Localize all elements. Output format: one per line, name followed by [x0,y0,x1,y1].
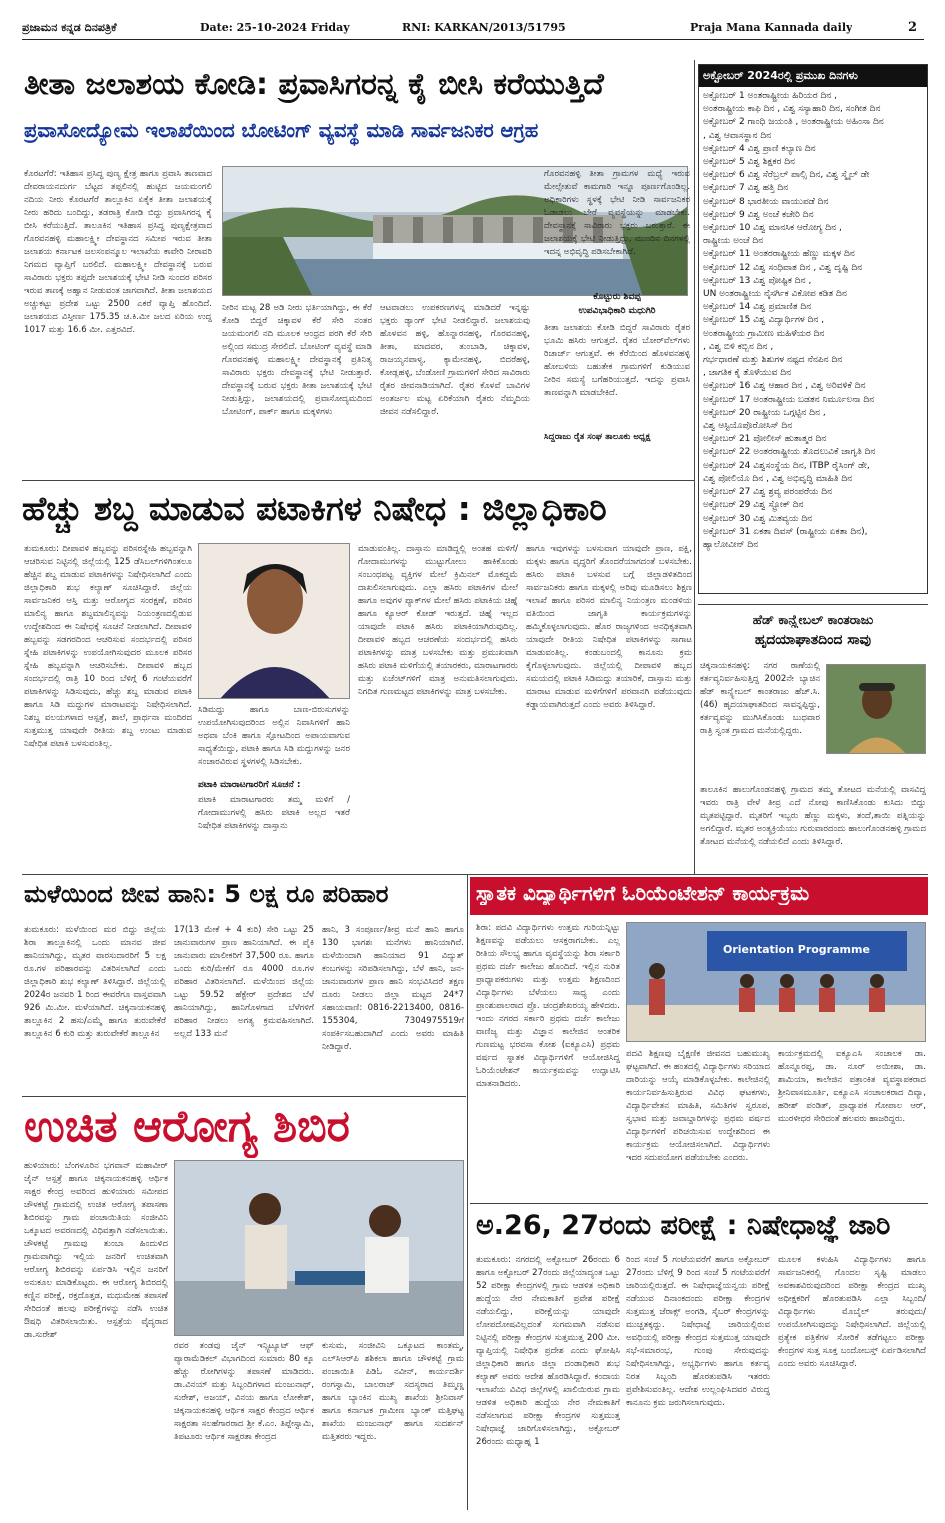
calendar-item: ಅಕ್ಟೋಬರ್ 17 ಅಂತರಾಷ್ಟ್ರೀಯ ಬಡತನ ನಿರ್ಮೂಲನಾ ದಿನ [703,394,875,405]
exam-headline: ಅ.26, 27ರಂದು ಪರೀಕ್ಷೆ : ನಿಷೇಧಾಜ್ಞೆ ಜಾರಿ [476,1210,891,1241]
calendar-item: ಅಕ್ಟೋಬರ್ 13 ವಿಶ್ವ ಪೋಷ್ಟಿಕ ದಿನ , [703,275,812,286]
calendar-title: ಅಕ್ಟೋಬರ್ 2024ರಲ್ಲಿ ಪ್ರಮುಖ ದಿನಗಳು [699,65,927,87]
crackers-column-4: ಹಾಗೂ ಇವುಗಳನ್ನು ಬಳಸುವಾಗ ಯಾವುದೇ ಪ್ರಾಣ, ಪಕ್ಷಿ, ಮಕ್ಕಳು ಹಾಗೂ ವೃದ್ಧರಿಗೆ ತೊಂದರೆಯಾಗದಂತೆ ಬಳಸಬೇಕು. ಹಸಿರು ಪಟಾಕಿ ಬಳಸುವ ಬಗ್ಗೆ ಜಿಲ್ಲಾಡಳಿತದಿಂದ ಸಾರ್ವಜನಿಕರು ಹಾಗೂ ಮಕ್ಕಳಲ್ಲಿ ಅರಿವು ಮೂಡಿಸಲು ಶಿಕ್ಷಣ ಇಲಾಖೆ ಹಾಗೂ ಪರಿಸರ ಮಾಲಿನ್ಯ ನಿಯಂತ್ರಣ ಮಂಡಳಿಯ ವತಿಯಿಂದ ಜಾಗೃತಿ ಕಾರ್ಯಕ್ರಮಗಳನ್ನು ಹಮ್ಮಿಕೊಳ್ಳಲಾಗುವುದು. ಹೊರ ರಾಜ್ಯಗಳಿಂದ ಅನಧಿಕೃತವಾಗಿ ಯಾವುದೇ ರೀತಿಯ ನಿಷೇಧಿತ ಪಟಾಕಿಗಳನ್ನು ಸಾಗಾಟ ಮಾಡುವಂತಿಲ್ಲ. ಕಂಡುಬಂದಲ್ಲಿ ಕಾನೂನು ಕ್ರಮ ಕೈಗೊಳ್ಳಲಾಗುವುದು. ಜಿಲ್ಲೆಯಲ್ಲಿ ದೀಪಾವಳಿ ಹಬ್ಬದ ಸಮಯದಲ್ಲಿ ಪಟಾಕಿ ಸಿಡಿಮದ್ದು ತಯಾರಿಕೆ, ದಾಸ್ತಾನು ಮತ್ತು ಮಾರಾಟ ಮಾಡುವ ಮಳಿಗೆಗಳಿಗೆ ಪರವಾನಗಿ ಪಡೆಯುವುದು ಕಡ್ಡಾಯವಾಗಿರುತ್ತದೆ ಎಂದು ಅವರು ತಿಳಿಸಿದ್ದಾರೆ. [526,544,692,710]
calendar-item: UN ಅಂತರಾಷ್ಟ್ರೀಯ ನೈಸರ್ಗಿಕ ವಿಕೋಪ ಕಡಿತ ದಿನ [703,289,847,300]
issue-date: Date: 25-10-2024 Friday [200,21,350,34]
calendar-item: ಅಂತರಾಷ್ಟ್ರೀಯ ಗ್ರಾಮೀಣ ಮಹಿಳೆಯರ ದಿನ [703,328,825,339]
calendar-item: ಅಂತರಾಷ್ಟ್ರೀಯ ಕಾಫಿ ದಿನ , ವಿಶ್ವ ಸಸ್ಯಾಹಾರಿ ದಿನ, ಸಂಗೀತ ದಿನ [703,104,881,115]
calendar-item: ಅಕ್ಟೋಬರ್ 10 ವಿಶ್ವ ಮಾನಸಿಕ ಆರೋಗ್ಯ ದಿನ , [703,223,842,234]
constable-portrait [826,664,926,754]
rni-number: RNI: KARKAN/2013/51795 [402,21,566,34]
orientation-column-3: ಕಾರ್ಯಕ್ರಮದಲ್ಲಿ ಐಕ್ಯೂಎಸಿ ಸಂಚಾಲಕ ಡಾ. ಹೊನ್ನೂರಪ್ಪ, ಡಾ. ನೂರ್ ಅಯೀಶಾ, ಡಾ. ಶಾಮಿಯಾ, ಕಾಲೇಜಿನ ಪತ್ರಾಂಕಿತ ವ್ಯವಸ್ಥಾಪಕರಾದ ಶ್ರೀನಿವಾಸಮೂರ್ತಿ, ಐಕ್ಯೂಎಸಿ ಸಂಚಾಲಕರಾದ ದಿವ್ಯಾ, ಹರೀಶ್ ಪಂಡಿತ್, ಪ್ರಾಧ್ಯಾಪಕ ಗೋಪಾಲ ಆರ್, ಮುರಳೀಧರ ಸೇರಿದಂತೆ ಹಲವರು ಹಾಜರಿದ್ದರು. [778,1049,926,1124]
health-headline: ಉಚಿತ ಆರೋಗ್ಯ ಶಿಬಿರ [24,1101,350,1152]
crackers-column-3: ಮಾಡುವಂತಿಲ್ಲ. ದಾಸ್ತಾನು ಮಾಡಿದ್ದಲ್ಲಿ ಅಂತಹ ಮಳಿಗೆ/ಗೋದಾಮುಗಳನ್ನು ಮುಟ್ಟುಗೋಲು ಹಾಕಿಕೊಂಡು ಸಂಬಂಧಪಟ್ಟ ವ್ಯಕ್ತಿಗಳ ಮೇಲೆ ಕ್ರಿಮಿನಲ್ ಮೊಕದ್ದಮೆ ದಾಖಲಿಸಲಾಗುವುದು. ಎಲ್ಲಾ ಹಸಿರು ಪಟಾಕಿಗಳ ಮೇಲೆ ಹಾಗೂ ಅವುಗಳ ಪ್ಯಾಕ್‌ಗಳ ಮೇಲೆ ಹಸಿರು ಪಟಾಕಿಯ ಚಿಹ್ನೆ ಹಾಗೂ ಕ್ಯೂಆರ್ ಕೋಡ್ ಇರುತ್ತದೆ. ಚಿಹ್ನೆ ಇಲ್ಲದ ಯಾವುದೇ ಪಟಾಕಿ ಹಸಿರು ಪಟಾಕಿಯಾಗಿರುವುದಿಲ್ಲ. ದೀಪಾವಳಿ ಹಬ್ಬದ ಆಚರಣೆಯ ಸಂದರ್ಭದಲ್ಲಿ ಹಸಿರು ಪಟಾಕಿಗಳನ್ನು ಮಾತ್ರ ಬಳಸಬೇಕು ಮತ್ತು ಪ್ರಮುಖವಾಗಿ ಹಸಿರು ಪಟಾಕಿ ಮಳಿಗೆಯಲ್ಲಿ ತಯಾರಕರು, ಮಾರಾಟಗಾರರು ಮತ್ತು ಏಜೆಂಟ್‌ಗಳಿಗೆ ಮಾತ್ರ ಅನುಮತಿಸಲಾಗುವುದು. ನಿಗದಿತ ಗುಣಮಟ್ಟದ ಪಟಾಕಿಗಳನ್ನು ಮಾತ್ರ ಬಳಸಬೇಕು. [358,544,518,697]
calendar-item: ಅಕ್ಟೋಬರ್ 8 ಭಾರತೀಯ ವಾಯುಪಡೆ ದಿನ [703,196,829,207]
crackers-headline: ಹೆಚ್ಚು ಶಬ್ದ ಮಾಡುವ ಪಟಾಕಿಗಳ ನಿಷೇಧ : ಜಿಲ್ಲಾಧಿಕಾರಿ [22,489,607,528]
health-column-3: ಕುಸುಮ, ಸಂಜೀವಿನಿ ಒಕ್ಕೂಟದ ಕಾಂತಮ್ಮ, ಎಲ್‌ಸಿಆರ್‌ಪಿ ಶಶಿಕಲಾ ಹಾಗೂ ಚೌಳಕಟ್ಟೆ ಗ್ರಾಮ ಪಂಚಾಯಿತಿ ಪಿಡಿಓ ನವೀನ್, ಕಾರ್ಯದರ್ಶಿ ರಂಗಸ್ವಾಮಿ, ಬಾಲರಾಜ್ ಸದಸ್ಯರಾದ ತಿಮ್ಮಣ್ಣ ಹಾಗೂ ಬ್ಯಾಂಕಿನ ಮುಖ್ಯ ಶಾಖೆಯ ಶ್ರೀನಿವಾಸ್ ಹಾಗೂ ಕರ್ನಾಟಕ ಗ್ರಾಮೀಣ ಬ್ಯಾಂಕ್ ಮತ್ತಿಘಟ್ಟ ಶಾಖೆಯ ಮಂಜುನಾಥ್ ಹಾಗೂ ಸುದರ್ಶನ್ ಮತ್ತಿತರರು ಇದ್ದರು. [322,1341,464,1442]
calendar-item: ಅಕ್ಟೋಬರ್ 5 ವಿಶ್ವ ಶಿಕ್ಷಕರ ದಿನ [703,157,796,168]
calendar-item: ಅಕ್ಟೋಬರ್ 27 ವಿಶ್ವ ಶ್ರವ್ಯ ಪರಂಪರೆಯ ದಿನ [703,487,833,498]
divider [22,1096,466,1097]
calendar-item: , ವಿಶ್ವ ಬಿಳಿ ಕಬ್ಬಿನ ದಿನ , [703,341,774,352]
calendar-item: , ವಿಶ್ವ ಆವಾಸಸ್ಥಾನ ದಿನ [703,130,772,141]
calendar-item: ಅಕ್ಟೋಬರ್ 1 ಅಂತರಾಷ್ಟ್ರೀಯ ಹಿರಿಯರ ದಿನ , [703,91,838,101]
tank-column-4b: ತೀತಾ ಜಲಾಶಯ ಕೋಡಿ ಬಿದ್ದರೆ ಸಾವಿರಾರು ರೈತರ ಭೂಮಿ ಹಸಿರು ಆಗುತ್ತದೆ. ರೈತರ ಬೋರ್‌ವೆಲ್‌ಗಳು ರಿಚಾರ್ಜ್ ಆಗುತ್ತವೆ. ಈ ಕೆರೆಯಿಂದ ಹೊಳವನಹಳ್ಳಿ ಹೋಬಳಿಯ ಬಹುತೇಕ ಗ್ರಾಮಗಳಿಗೆ ಕುಡಿಯುವ ನೀರಿನ ಸಮಸ್ಯೆ ಬಗೆಹರಿಯುತ್ತದೆ. ಇದನ್ನು ಪ್ರವಾಸಿ ತಾಣವನ್ನಾಗಿ ಮಾಡಬೇಕಿದೆ. [544,323,690,398]
orientation-column-1: ಶಿರಾ: ಪದವಿ ವಿದ್ಯಾರ್ಥಿಗಳು ಉತ್ತಮ ಗುರಿಯನ್ನಿಟ್ಟು ಶಿಕ್ಷಣವನ್ನು ಪಡೆಯಲು ಆಸಕ್ತರಾಗಬೇಕು. ಎಲ್ಲ ರೀತಿಯ ಸೌಲಭ್ಯ ಹಾಗೂ ವ್ಯವಸ್ಥೆಯನ್ನು ಶಿರಾ ಸರ್ಕಾರಿ ಪ್ರಥಮ ದರ್ಜೆ ಕಾಲೇಜು ಹೊಂದಿದೆ. ಇಲ್ಲಿನ ನುರಿತ ಪ್ರಾಧ್ಯಾಪಕರುಗಳು ಮತ್ತು ಉತ್ತಮ ಶಿಕ್ಷಣದಿಂದ ವಿದ್ಯಾರ್ಥಿಗಳು ಬೆಳೆಯಲು ಸಾಧ್ಯ ಎಂದು ಪ್ರಾಂಶುಪಾಲರಾದ ಪ್ರೊ. ಚಂದ್ರಶೇಖರಯ್ಯ ಹೇಳಿದರು. ಇಂದು ನಗರದ ಸರ್ಕಾರಿ ಪ್ರಥಮ ದರ್ಜೆ ಕಾಲೇಜು ವಾಣಿಜ್ಯ ಮತ್ತು ವಿಜ್ಞಾನ ಕಾಲೇಜಿನ ಆಂತರಿಕ ಗುಣಮಟ್ಟ ಭರವಸಾ ಕೋಶ (ಐಕ್ಯೂಎಸಿ) ಪ್ರಥಮ ವರ್ಷದ ಸ್ನಾತಕ ವಿದ್ಯಾರ್ಥಿಗಳಿಗೆ ಆಯೋಜಿಸಿದ್ದ ಓರಿಯೆಂಟೇಶನ್ ಕಾರ್ಯಕ್ರಮವನ್ನು ಉದ್ಘಾಟಿಸಿ ಮಾತನಾಡಿದರು. [476,923,620,1089]
masthead-brand: ಪ್ರಜಾಮನ ಕನ್ನಡ ದಿನಪತ್ರಿಕೆ [22,21,117,34]
calendar-item: ಅಕ್ಟೋಬರ್ 9 ವಿಶ್ವ ಅಂಚೆ ಕಚೇರಿ ದಿನ [703,209,814,220]
calendar-item: ಅಕ್ಟೋಬರ್ 14 ವಿಶ್ವ ಪ್ರಮಾಣಿತ ದಿನ [703,302,812,313]
divider [467,874,468,1510]
health-column-2: ರವರ ತಂಡವು ಜೈನ್ ಇನ್ಸ್ಟಿಟ್ಯೂಟ್ ಆಫ್ ಪ್ಯಾರಾಮೆಡಿಕಲ್ ವಿಭಾಗದಿಂದ ಸುಮಾರು 80 ಕ್ಕೂ ಹೆಚ್ಚು ರೋಗಿಗಳನ್ನು ತಪಾಸಣೆ ಮಾಡಿದರು. ಡಾ.ವಿನಯ್ ಮತ್ತು ಸಿಬ್ಬಂದಿಗಳಾದ ಮಂಜುನಾಥ್, ಸುರೇಶ್, ಅಜಯ್, ವಿನಯ ಹಾಗೂ ಲೋಕೇಶ್, ಚಿಕ್ಕನಾಯಕನಹಳ್ಳಿ ಆರ್ಥಿಕ ಸಾಕ್ಷರ ಕೇಂದ್ರದ ಆರ್ಥಿಕ ಸಾಕ್ಷರತಾ ಸಲಹೆಗಾರರಾದ ಶ್ರೀ ಕೆ.ಎಂ. ತಿಪ್ಪೇಸ್ವಾಮಿ, ತಿಪಟೂರು ಆರ್ಥಿಕ ಸಾಕ್ಷರತಾ ಕೇಂದ್ರದ [174,1341,314,1442]
divider [470,1203,928,1204]
tank-column-3: ಆಟವಾಡಲು ಉಪಕರಣಗಳನ್ನ ಮಾಡಿದರೆ ಇನ್ನಷ್ಟು ಭಕ್ತರು ಡ್ಯಾಂಗ್ ಭೇಟಿ ನೀಡಲಿದ್ದಾರೆ. ಜಲಾಶಯವು ಹೊಳವನ ಹಳ್ಳಿ, ಹೊನ್ನಾರನಹಳ್ಳಿ, ಗೊರವನಹಳ್ಳಿ, ತೀತಾ, ಮಾದವರ, ತುಂಬಾಡಿ, ಚಿಕ್ಕಾವಳ, ರಾಜಯ್ಯನಪಾಳ್ಯ, ಕ್ಯಾಮೇನಹಳ್ಳಿ, ಬಿದರೆಹಳ್ಳಿ, ಕೋಡ್ಲಹಳ್ಳಿ, ಬೆಂಡೋಣಿ ಗ್ರಾಮಗಳಿಗೆ ಸೇರಿದ ಸಾವಿರಾರು ರೈತರ ಜೀವನಾಡಿಯಾಗಿದೆ. ರೈತರ ಕೊಳವೆ ಬಾವಿಗಳ ಅಂತರ್ಜಲ ಮಟ್ಟ ಏರಿಕೆಯಾಗಿ ರೈತರು ನೆಮ್ಮದಿಯ ಜೀವನ ನಡೆಸಲಿದ್ದಾರೆ. [380,303,530,417]
health-camp-photo [174,1160,464,1336]
rain-column-2: 17(13 ಮೇಕೆ + 4 ಕುರಿ) ಸೇರಿ ಒಟ್ಟು 25 ಜಾನುವಾರುಗಳ ಪ್ರಾಣ ಹಾನಿಯಾಗಿದೆ. ಈ ಪೈಕಿ ಜಾನುವಾರು ಮಾಲೀಕರಿಗೆ 37,500 ರೂ. ಹಾಗೂ ಒಂದು ಕುರಿ/ಮೇಕೆಗೆ ರೂ 4000 ರೂ.ಗಳ ಪರಿಹಾರ ವಿತರಿಸಲಾಗಿದೆ. ಮಳೆಯಿಂದ ಜಿಲ್ಲೆಯ ಒಟ್ಟು 59.52 ಹೆಕ್ಟೇರ್ ಪ್ರದೇಶದ ಬೆಳೆ ಹಾನಿಯಾಗಿದ್ದು, ಹಾನಿಗೊಳಗಾದ ಬೆಳೆಗಳಿಗೆ ಪರಿಹಾರ ನೀಡಲು ಅಗತ್ಯ ಕ್ರಮವಹಿಸಲಾಗಿದೆ. ಅಲ್ಲದೆ 133 ಮನೆ [174,925,314,1039]
calendar-item: ಅಕ್ಟೋಬರ್ 12 ವಿಶ್ವ ಸಂಧಿವಾತ ದಿನ , ವಿಶ್ವ ದೃಷ್ಟಿ ದಿನ [703,262,863,273]
orientation-banner-text: Orientation Programme [723,943,870,956]
calendar-item: ವಿಶ್ವ ಪೋಲಿಯೊ ದಿನ , ವಿಶ್ವ ಅಭಿವೃದ್ಧಿ ಮಾಹಿತಿ ದಿನ [703,473,853,484]
page-number: 2 [908,20,918,35]
calendar-item: ಅಕ್ಟೋಬರ್ 31 ಏಕತಾ ದಿವಸ್ (ರಾಷ್ಟ್ರೀಯ ಏಕತಾ ದಿನ), [703,526,868,537]
calendar-item: ಅಕ್ಟೋಬರ್ 4 ವಿಶ್ವ ಪ್ರಾಣಿ ಕಲ್ಯಾಣ ದಿನ [703,143,816,154]
collector-photo [198,543,350,699]
calendar-item: ಗರ್ಭಧಾರಣೆ ಮತ್ತು ಶಿಶುಗಳ ನಷ್ಟದ ನೆನಪಿನ ದಿನ [703,355,843,366]
crackers-subhead: ಪಟಾಕಿ ಮಾರಾಟಗಾರರಿಗೆ ಸೂಚನೆ : [198,780,301,790]
collector-image [199,544,350,699]
tank-subheadline: ಪ್ರವಾಸೋದ್ಯೋಮ ಇಲಾಖೆಯಿಂದ ಬೋಟಿಂಗ್ ವ್ಯವಸ್ಥೆ ಮಾಡಿ ಸಾರ್ವಜನಿಕರ ಆಗ್ರಹ [24,119,539,142]
divider [694,60,695,874]
tank-column-4-text: ಗೊರವನಹಳ್ಳಿ ತೀತಾ ಗ್ರಾಮಗಳ ಮಧ್ಯೆ ಇರುವ ಮೇಲ್ಸೇತುವೆ ಕಾಮಗಾರಿ ಇನ್ನೂ ಪೂರ್ಣಗೊಂಡಿಲ್ಲ. ಅಧಿಕಾರಿಗಳು ಸ್ಥಳಕ್ಕೆ ಭೇಟಿ ನೀಡಿ ಸಾರ್ವಜನಿಕರ ಓಡಾಡಲು ಬೇರೆ ವ್ಯವಸ್ಥೆಯನ್ನು ಮಾಡಬೇಕು. ದೇವಸ್ಥಾನಕ್ಕೆ ಸಾವಿರಾರು ಭಕ್ತರು ಬರುತ್ತಾರೆ. ಈ ಜಲಾಶಯಕ್ಕೆ ಭೇಟಿ ನೀಡುತ್ತಿದ್ದು, ಮುಂದಿನ ದಿನಗಳಲ್ಲಿ ಇದನ್ನ ಅಭಿವೃದ್ಧಿ ಪಡಿಸಬೇಕಾಗಿದೆ. [544,169,690,257]
exam-column-2: ರಿಂದ ಸಂಜೆ 5 ಗಂಟೆಯವರೆಗೆ ಹಾಗೂ ಅಕ್ಟೋಬರ್ 27ರಂದು ಬೆಳಿಗ್ಗೆ 9 ರಿಂದ ಸಂಜೆ 5 ಗಂಟೆಯವರೆಗೆ ಜಾರಿಯಲ್ಲಿರುತ್ತದೆ. ಈ ನಿಷೇಧಾಜ್ಞೆಯನ್ವಯ ಪರೀಕ್ಷೆ ನಡೆಯುವ ದಿನಾಂಕದಂದು ಪರೀಕ್ಷಾ ಕೇಂದ್ರಗಳ ಸುತ್ತಮುತ್ತ ಜೆರಾಕ್ಸ್ ಅಂಗಡಿ, ಸೈಬರ್ ಕೇಂದ್ರಗಳನ್ನು ಮುಚ್ಚತಕ್ಕದ್ದು. ನಿಷೇಧಾಜ್ಞೆ ಜಾರಿಯಲ್ಲಿರುವ ಅವಧಿಯಲ್ಲಿ ಪರೀಕ್ಷಾ ಕೇಂದ್ರದ ಸುತ್ತಮುತ್ತ ಯಾವುದೇ ಸಭೆ-ಸಮಾರಂಭ, ಗುಂಪು ಸೇರುವುದನ್ನು ನಿಷೇಧಿಸಲಾಗಿದ್ದು, ಅಭ್ಯರ್ಥಿಗಳು ಹಾಗೂ ಕರ್ತವ್ಯ ನಿರತ ಸಿಬ್ಬಂದಿ ಹೊರತುಪಡಿಸಿ ಇತರರು ಪ್ರವೇಶಿಸುವಂತಿಲ್ಲ. ಆದೇಶ ಉಲ್ಲಂಘಿಸಿದವರ ವಿರುದ್ಧ ಕಾನೂನು ಕ್ರಮ ಜರುಗಿಸಲಾಗುವುದು. [626,1255,770,1408]
orientation-image [627,923,926,1042]
exam-column-1: ತುಮಕೂರು: ನಗರದಲ್ಲಿ ಅಕ್ಟೋಬರ್ 26ರಂದು 6 ಹಾಗೂ ಅಕ್ಟೋಬರ್ 27ರಂದು ಜಿಲ್ಲೆಯಾದ್ಯಂತ ಒಟ್ಟು 52 ಪರೀಕ್ಷಾ ಕೇಂದ್ರಗಳಲ್ಲಿ ಗ್ರಾಮ ಆಡಳಿತ ಅಧಿಕಾರಿ ಹುದ್ದೆಯ ನೇರ ನೇಮಕಾತಿಗೆ ಪ್ರವೇಶ ಪರೀಕ್ಷೆ ನಡೆಯಲಿದ್ದು, ಪರೀಕ್ಷೆಯನ್ನು ಯಾವುದೇ ಲೋಪದೋಷವಿಲ್ಲದಂತೆ ಸುಗಮವಾಗಿ ನಡೆಸುವ ನಿಟ್ಟಿನಲ್ಲಿ ಪರೀಕ್ಷಾ ಕೇಂದ್ರಗಳ ಸುತ್ತಮುತ್ತ 200 ಮೀ. ವ್ಯಾಪ್ತಿಯಲ್ಲಿ ನಿಷೇಧಿತ ಪ್ರದೇಶ ಎಂದು ಘೋಷಿಸಿ ಜಿಲ್ಲಾಧಿಕಾರಿ ಹಾಗೂ ಜಿಲ್ಲಾ ದಂಡಾಧಿಕಾರಿ ಶುಭ ಕಲ್ಯಾಣ್ ಅವರು ಆದೇಶ ಹೊರಡಿಸಿದ್ದಾರೆ. ಕಂದಾಯ ಇಲಾಖೆಯ ವಿವಿಧ ಜಿಲ್ಲೆಗಳಲ್ಲಿ ಖಾಲಿಯಿರುವ ಗ್ರಾಮ ಆಡಳಿತ ಅಧಿಕಾರಿ ಹುದ್ದೆಯ ನೇರ ನೇಮಕಾತಿಗೆ ನಡೆಸಲಾಗುವ ಪರೀಕ್ಷಾ ಕೇಂದ್ರಗಳ ಸುತ್ತಮುತ್ತ ನಿಷೇಧಾಜ್ಞೆ ಜಾರಿಗೊಳಿಸಲಾಗಿದ್ದು, ಅಕ್ಟೋಬರ್ 26ರಂದು ಮಧ್ಯಾಹ್ನ 1 [476,1255,620,1447]
constable-portrait-image [827,665,926,754]
crackers-column-2b: ಪಟಾಕಿ ಮಾರಾಟಗಾರರು ತಮ್ಮ ಮಳಿಗೆ / ಗೋದಾಮುಗಳಲ್ಲಿ ಹಸಿರು ಪಟಾಕಿ ಅಲ್ಲದ ಇತರೆ ನಿಷೇಧಿತ ಪಟಾಕಿಗಳನ್ನು ದಾಸ್ತಾನು [198,795,350,831]
rain-headline: ಮಳೆಯಿಂದ ಜೀವ ಹಾನಿ: 5 ಲಕ್ಷ ರೂ ಪರಿಹಾರ [24,880,389,908]
calendar-item: ಅಕ್ಟೋಬರ್ 24 ವಿಶ್ವಸಂಸ್ಥೆಯ ದಿನ, ITBP ರೈಸಿಂಗ್ ಡೇ, [703,460,870,471]
tank-column-1: ಕೊರಟಗೆರೆ: ಇತಿಹಾಸ ಪ್ರಸಿದ್ಧ ಪುಣ್ಯ ಕ್ಷೇತ್ರ ಹಾಗೂ ಪ್ರವಾಸಿ ತಾಣವಾದ ದೇವರಾಯನದುರ್ಗ ಬೆಟ್ಟದ ತಪ್ಪಲಿನಲ್ಲಿ ಹುಟ್ಟಿದ ಜಯಮಂಗಲಿ ನದಿಯ ನೀರು ಕೊರಟಗೆರೆ ತಾಲ್ಲೂಕಿನ ಏಕೈಕ ತೀತಾ ಜಲಾಶಯಕ್ಕೆ ನೀರು ಹರಿದು ಬಂದಿದ್ದು, ತಡರಾತ್ರಿ ಕೋಡಿ ಬಿದ್ದು ಪ್ರವಾಸಿಗರನ್ನ ಕೈ ಬೀಸಿ ಕರೆಯುತ್ತಿದೆ. ತಾಲೂಕಿನ ಇತಿಹಾಸ ಪ್ರಸಿದ್ಧ ಪುಣ್ಯಕ್ಷೇತ್ರವಾದ ಗೊರವನಹಳ್ಳಿ ಮಹಾಲಕ್ಷ್ಮೀ ದೇವಸ್ಥಾನದ ಸಮೀಪ ಇರುವ ತೀತಾ ಜಲಾಶಯ ಕರ್ನಾಟಕ ಜಲಸಂಪನ್ಮೂಲ ಇಲಾಖೆಯ ಕಾವೇರಿ ನೀರಾವರಿ ನಿಗಮದ ವ್ಯಾಪ್ತಿಗೆ ಬರಲಿದೆ. ಮಹಾಲಕ್ಷ್ಮೀ ದೇವಸ್ಥಾನಕ್ಕೆ ಬರುವ ಸಾವಿರಾರು ಭಕ್ತರು ತಪ್ಪದೇ ಜಲಾಶಯಕ್ಕೆ ಭೇಟಿ ನೀಡಿ ಸುಂದರ ಪರಿಸರ ಇರುವ ತಾಣಕ್ಕೆ ಅಹ್ವಾನ ನೀಡುವಂತ ಜಾಗವಾಗಿದೆ. ತೀತಾ ಜಲಾಶಯದ ಅಚ್ಚುಕಟ್ಟು ಪ್ರದೇಶ ಒಟ್ಟು 2500 ಎಕರೆ ವ್ಯಾಪ್ತಿ ಹೊಂದಿದೆ. ಜಲಾಶಯದ ವಿಸ್ತೀರ್ಣ 175.35 ಚ.ಕಿ.ಮೀ ಜಲದ ಏರಿಯ ಉದ್ದ 1017 ಮತ್ತು 16.6 ಮೀ. ಎತ್ತರವಿದೆ. [24,169,212,335]
divider [22,874,928,875]
tank-headline: ತೀತಾ ಜಲಾಶಯ ಕೋಡಿ: ಪ್ರವಾಸಿಗರನ್ನ ಕೈ ಬೀಸಿ ಕರೆಯುತ್ತಿದೆ [24,67,604,102]
constable-headline-2: ಹೃದಯಾಘಾತದಿಂದ ಸಾವು [754,632,872,648]
calendar-list [699,87,927,555]
calendar-item: ಅಕ್ಟೋಬರ್ 11 ಅಂತರರಾಷ್ಟ್ರೀಯ ಹೆಣ್ಣು ಮಕ್ಕಳ ದಿನ [703,249,855,260]
crackers-column-2: ಸಿಡಿಮದ್ದು ಹಾಗೂ ಬಾಣ-ಬಿರುಸುಗಳನ್ನು ಉಪಯೋಗಿಸುವುದರಿಂದ ಅಲ್ಲಿನ ನಿವಾಸಿಗಳಿಗೆ ಹಾನಿ ಅಥವಾ ಬೆಂಕಿ ಹಾಗೂ ಸ್ಫೋಟದಿಂದ ಅಪಾಯವಾಗುವ ಸಾಧ್ಯತೆಯಿದ್ದು, ಪಟಾಕಿ ಹಾಗೂ ಸಿಡಿ ಮದ್ದುಗಳನ್ನು ಜನರ ಸಂಚಾರವಿರುವ ಸ್ಥಳಗಳಲ್ಲಿ ಸಿಡಿಸಬೇಕು. [198,705,350,767]
calendar-item: ಅಕ್ಟೋಬರ್ 29 ವಿಶ್ವ ಸ್ಟ್ರೋಕ್ ದಿನ [703,500,804,511]
calendar-item: ಅಕ್ಟೋಬರ್ 15 ವಿಶ್ವ ವಿದ್ಯಾರ್ಥಿಗಳ ದಿನ , [703,315,825,326]
orientation-photo [626,922,926,1042]
constable-headline-1: ಹೆಡ್ ಕಾನ್ಸ್ಟೇಬಲ್ ಕಾಂತರಾಜು [752,612,874,627]
tank-quote-by: ಕೊಟ್ಟುರು ಶಿವಪ್ಪ [593,292,641,302]
calendar-item: ಹ್ಯಾಲೋವೀನ್ ದಿನ [703,539,759,550]
masthead-strip [22,18,924,40]
health-column-1: ಹುಳಿಯಾರು: ಬೆಂಗಳೂರಿನ ಭಗವಾನ್ ಮಹಾವೀರ್ ಜೈನ್ ಆಸ್ಪತ್ರೆ ಹಾಗೂ ಚಿಕ್ಕನಾಯಕನಹಳ್ಳಿ ಆರ್ಥಿಕ ಸಾಕ್ಷರ ಕೇಂದ್ರ ಅವರಿಂದ ಹುಳಿಯಾರು ಸಮೀಪದ ಚೌಳಕಟ್ಟೆ ಗ್ರಾಮದಲ್ಲಿ ಉಚಿತ ಆರೋಗ್ಯ ತಪಾಸಣಾ ಶಿಬಿರವನ್ನು ಗ್ರಾಮ ಪಂಚಾಯಿತಿಯ ಸಂಜೀವಿನಿ ಒಕ್ಕೂಟದ ಅವರಣದಲ್ಲಿ ವಿಧಿವತ್ತಾಗಿ ನಡೆಸಲಾಯಿತು. ಚೌಳಕಟ್ಟೆ ಗ್ರಾಮವು ತುಂಬಾ ಹಿಂದುಳಿದ ಗ್ರಾಮವಾಗಿದ್ದು ಇಲ್ಲಿಯ ಜನರಿಗೆ ಉಚಿತವಾಗಿ ಆರೋಗ್ಯ ಶಿಬಿರವನ್ನು ಏರ್ಪಡಿಸಿ ಇಲ್ಲಿನ ಜನರಿಗೆ ಅನುಕೂಲ ಮಾಡಿಕೊಟ್ಟರು. ಈ ಆರೋಗ್ಯ ಶಿಬಿರದಲ್ಲಿ ಕಣ್ಣಿನ ಪರೀಕ್ಷೆ, ರಕ್ತದೊತ್ತಡ, ಮಧುಮೇಹ ತಪಾಸಣೆ ಸೇರಿದಂತೆ ಹಲವು ಪರೀಕ್ಷೆಗಳನ್ನು ನಡೆಸಿ ಉಚಿತ ಔಷಧಿ ವಿತರಿಸಲಾಯಿತು. ಆಸ್ಪತ್ರೆಯ ವೈದ್ಯರಾದ ಡಾ.ಸುರೇಶ್ [24,1161,168,1340]
constable-text-1: ಚಿಕ್ಕನಾಯಕನಹಳ್ಳಿ: ನಗರ ಠಾಣೆಯಲ್ಲಿ ಕರ್ತವ್ಯನಿರ್ವಹಿಸುತ್ತಿದ್ದ 2002ನೇ ಬ್ಯಾಚಿನ ಹೆಡ್ ಕಾನ್ಸ್ಟೇಬಲ್ ಕಾಂತರಾಜು ಹೆಚ್.ಸಿ. (46) ಹೃದಯಾಘಾತದಿಂದ ಸಾವನ್ನಪ್ಪಿದ್ದು, ಕರ್ತವ್ಯವನ್ನು ಮುಗಿಸಿಕೊಂಡು ಬುಧವಾರ ರಾತ್ರಿ ಸ್ವಂತ ಗ್ರಾಮದ ಮನೆಯಲ್ಲಿದ್ದರು. [700,661,820,736]
calendar-box [698,64,928,594]
calendar-item: ರಾಷ್ಟ್ರೀಯ ಅಂಚೆ ದಿನ [703,236,764,247]
paper-name: Praja Mana Kannada daily [690,21,853,34]
calendar-item: ಅಕ್ಟೋಬರ್ 7 ವಿಶ್ವ ಹತ್ತಿ ದಿನ [703,183,789,194]
orientation-column-2: ಪದವಿ ಶಿಕ್ಷಣವು ಬೈಕ್ಷಣಿಕ ಜೀವನದ ಬಹುಮುಖ್ಯ ಘಟ್ಟವಾಗಿದೆ. ಈ ಹಂತದಲ್ಲಿ ವಿದ್ಯಾರ್ಥಿಗಳು ಸರಿಯಾದ ದಾರಿಯನ್ನು ಆಯ್ಕೆ ಮಾಡಿಕೊಳ್ಳಬೇಕು. ಕಾಲೇಜಿನಲ್ಲಿ ಕಾರ್ಯನಿರ್ವಹಿಸುತ್ತಿರುವ ವಿವಿಧ ಘಟಕಗಳು, ವಿದ್ಯಾರ್ಥಿವೇತನ ಮಾಹಿತಿ, ಸಮಿತಿಗಳ ಸ್ವರೂಪ, ಸ್ವಭಾವ ಮತ್ತು ಜವಾಬ್ದಾರಿಗಳನ್ನು ಪ್ರಥಮ ವರ್ಷದ ವಿದ್ಯಾರ್ಥಿಗಳಿಗೆ ಪರಿಚಯಿಸುವ ಉದ್ದೇಶದಿಂದ ಈ ಕಾರ್ಯಕ್ರಮ ಆಯೋಜಿಸಲಾಗಿದೆ. ವಿದ್ಯಾರ್ಥಿಗಳು ಇದರ ಸದುಪಯೋಗ ಪಡೆಯಬೇಕು ಎಂದರು. [626,1049,770,1163]
health-camp-image [175,1161,464,1336]
calendar-item: ಅಕ್ಟೋಬರ್ 22 ಅಂತರರಾಷ್ಟ್ರೀಯ ತೊದಲುವಿಕೆ ಜಾಗೃತಿ ದಿನ [703,447,876,458]
rain-column-3: ಹಾನಿ, 3 ಸಂಪೂರ್ಣ/ತೀವ್ರ ಮನೆ ಹಾನಿ ಹಾಗೂ 130 ಭಾಗಶಃ ಮನೆಗಳು ಹಾನಿಯಾಗಿವೆ. ಮಳೆಯಿಂದಾಗಿ ಹಾನಿಯಾದ 91 ವಿದ್ಯುತ್ ಕಂಬಗಳನ್ನು ಸರಿಪಡಿಸಲಾಗಿದ್ದು, ಬೆಳೆ ಹಾನಿ, ಜನ-ಜಾನುವಾರುಗಳ ಪ್ರಾಣ ಹಾನಿ ಸಂಭವಿಸಿದರೆ ತಕ್ಷಣ ದೂರು ನೀಡಲು ಜಿಲ್ಲಾ ಮಟ್ಟದ 24*7 ಸಹಾಯವಾಣಿ: 0816-2213400, 0816-155304, 7304975519ಗೆ ಸಂಪರ್ಕಿಸಬಹುದಾಗಿದೆ ಎಂದು ಅವರು ಮಾಹಿತಿ ನೀಡಿದ್ದಾರೆ. [322,925,464,1052]
calendar-item: ಅಕ್ಟೋಬರ್ 20 ರಾಷ್ಟ್ರೀಯ ಒಗ್ಗಟ್ಟಿನ ದಿನ , [703,407,826,418]
orientation-headline: ಸ್ನಾತಕ ವಿದ್ಯಾರ್ಥಿಗಳಿಗೆ ಓರಿಯೆಂಟೇಶನ್ ಕಾರ್ಯಕ್ರಮ [476,881,810,905]
rain-column-1: ತುಮಕೂರು: ಮಳೆಯಿಂದ ಮರ ಬಿದ್ದು ಜಿಲ್ಲೆಯ ಶಿರಾ ತಾಲ್ಲೂಕಿನಲ್ಲಿ ಒಂದು ಮಾನವ ಜೀವ ಹಾನಿಯಾಗಿದ್ದು, ಮೃತರ ವಾರಸುದಾರರಿಗೆ 5 ಲಕ್ಷ ರೂ.ಗಳ ಪರಿಹಾರವನ್ನು ವಿತರಿಸಲಾಗಿದೆ ಎಂದು ಜಿಲ್ಲಾಧಿಕಾರಿ ಶುಭ ಕಲ್ಯಾಣ್ ತಿಳಿಸಿದ್ದಾರೆ. ಜಿಲ್ಲೆಯಲ್ಲಿ 2024ರ ಜನವರಿ 1 ರಿಂದ ಈವರೆಗೂ ವಾಸ್ತವವಾಗಿ 926 ಮಿ.ಮೀ. ಮಳೆಯಾಗಿದೆ. ಚಿಕ್ಕನಾಯಕನಹಳ್ಳಿ ತಾಲ್ಲೂಕಿನ 2 ಹಸು/ಎಮ್ಮೆ ಹಾಗೂ ತುರುವೇಕೆರೆ ತಾಲ್ಲೂಕಿನ 6 ಕುರಿ ಮತ್ತು ತುರುವೇಕೆರೆ ತಾಲ್ಲೂಕಿನ [24,925,166,1039]
constable-text-2: ತಾಲೂಕಿನ ಹಾಲುಗೊಂಡನಹಳ್ಳಿ ಗ್ರಾಮದ ತಮ್ಮ ತೋಟದ ಮನೆಯಲ್ಲಿ ವಾಸವಿದ್ದ ಇವರು ರಾತ್ರಿ ವೇಳೆ ತೀವ್ರ ಎದೆ ನೋವು ಕಾಣಿಸಿಕೊಂಡು ಕುಸಿದು ಬಿದ್ದು ಮೃತಪಟ್ಟಿದ್ದಾರೆ. ಮೃತರಿಗೆ ಇಬ್ಬರು ಹೆಣ್ಣು ಮಕ್ಕಳು, ತಂದೆ,ತಾಯಿ ಪತ್ನಿಯನ್ನು ಅಗಲಿದ್ದಾರೆ. ಮೃತರ ಅಂತ್ಯಕ್ರಿಯೆಯು ಗುರುವಾರದಂದು ಹಾಲುಗೊಂಡನಹಳ್ಳಿ ಗ್ರಾಮದ ತೋಟದ ಮನೆಯಲ್ಲಿ ನಡೆಯಲಿದೆ ಎಂದು ತಿಳಿಸಿದ್ದಾರೆ. [700,785,926,847]
tank-signoff: ಸಿದ್ದರಾಜು ರೈತ ಸಂಘ ತಾಲೂಕು ಅಧ್ಯಕ್ಷ [544,432,651,442]
calendar-item: ವಿಶ್ವ ಆಸ್ಟಿಯೊಪೊರೋಸಿಸ್ ದಿನ [703,421,793,432]
calendar-item: ಅಕ್ಟೋಬರ್ 21 ಪೋಲೀಸ್ ಹುತಾತ್ಮರ ದಿನ [703,434,827,445]
calendar-item: , ಜಾಗತಿಕ ಕೈ ತೊಳೆಯುವ ದಿನ [703,368,792,379]
divider [698,604,928,605]
crackers-column-1: ತುಮಕೂರು: ದೀಪಾವಳಿ ಹಬ್ಬವನ್ನು ಪರಿಸರಸ್ನೇಹಿ ಹಬ್ಬವನ್ನಾಗಿ ಆಚರಿಸುವ ನಿಟ್ಟಿನಲ್ಲಿ ಜಿಲ್ಲೆಯಲ್ಲಿ 125 ಡೆಸಿಬಲ್‌ಗಳಿಗಿಂತಲೂ ಹೆಚ್ಚಿನ ಶಬ್ದ ಮಾಡುವ ಪಟಾಕಿಗಳನ್ನು ನಿಷೇಧಿಸಲಾಗಿದೆ ಎಂದು ಜಿಲ್ಲಾಧಿಕಾರಿ ಶುಭ ಕಲ್ಯಾಣ್ ಸೂಚಿಸಿದ್ದಾರೆ. ಜಿಲ್ಲೆಯ ಸಾರ್ವಜನಿಕರ ಆಸ್ತಿ ಮತ್ತು ಆರೋಗ್ಯದ ಸಂರಕ್ಷಣೆ, ಪರಿಸರ ಮಾಲಿನ್ಯ ಹಾಗೂ ಶಬ್ದಮಾಲಿನ್ಯವನ್ನು ನಿಯಂತ್ರಣದಲ್ಲಿಡುವ ಉದ್ದೇಶದಿಂದ ಈ ನಿಷೇಧಕ್ಕೆ ಸೂಚನೆ ನೀಡಲಾಗಿದೆ. ದೀಪಾವಳಿ ಹಬ್ಬವನ್ನು ಸಡಗರದಿಂದ ಆಚರಿಸುವ ಸಂದರ್ಭದಲ್ಲಿ ಪರಿಸರ ಸ್ನೇಹಿ ಪಟಾಕಿಗಳನ್ನು ಉಪಯೋಗಿಸುವುದರ ಮೂಲಕ ಪರಿಸರ ಸ್ನೇಹಿ ಹಬ್ಬವನ್ನಾಗಿ ಆಚರಿಸಬೇಕು. ದೀಪಾವಳಿ ಹಬ್ಬದ ಸಂದರ್ಭದಲ್ಲಿ ರಾತ್ರಿ 10 ರಿಂದ ಬೆಳಿಗ್ಗೆ 6 ಗಂಟೆಯವರೆಗೆ ಪಟಾಕಿಗಳನ್ನು ಸಿಡಿಸುವುದು, ಹೆಚ್ಚು ಶಬ್ದ ಮಾಡುವ ಪಟಾಕಿ ಹಾಗೂ ಸಿಡಿ ಮದ್ದುಗಳ ಮಾರಾಟವನ್ನು ನಿಷೇಧಿಸಲಾಗಿದೆ. ನಿಶಬ್ದ ವಲಯಗಳಾದ ಆಸ್ಪತ್ರೆ, ಶಾಲೆ, ಪ್ರಾರ್ಥನಾ ಮಂದಿರದ ಸುತ್ತಮುತ್ತ ಯಾವುದೇ ರೀತಿಯ ಶಬ್ದ ಉಂಟು ಮಾಡುವ ನಿಷೇಧಿತ ಪಟಾಕಿ ಬಳಸುವಂತಿಲ್ಲ. [24,544,192,749]
calendar-item: ಅಕ್ಟೋಬರ್ 6 ವಿಶ್ವ ಸೆರೆಬ್ರಲ್ ಪಾಲ್ಸಿ ದಿನ, ವಿಶ್ವ ಸ್ಮೈಲ್ ಡೇ [703,170,870,181]
calendar-item: ಅಕ್ಟೋಬರ್ 16 ವಿಶ್ವ ಆಹಾರ ದಿನ , ವಿಶ್ವ ಅರಿವಳಿಕೆ ದಿನ [703,381,866,392]
orientation-headline-band [470,877,928,915]
calendar-item: ಅಕ್ಟೋಬರ್ 30 ವಿಶ್ವ ಮಿತವ್ಯಯ ದಿನ [703,513,813,524]
exam-column-3: ಮೂಲಕ ಕಳುಹಿಸಿ ವಿದ್ಯಾರ್ಥಿಗಳು ಹಾಗೂ ಸಾರ್ವಜನಿಕರಲ್ಲಿ ಗೊಂದಲ ಸೃಷ್ಟಿ ಮಾಡಲು ಅವಕಾಶವಿರುವುದರಿಂದ ಪರೀಕ್ಷಾ ಕೇಂದ್ರದ ಮುಖ್ಯ ಅಧೀಕ್ಷಕರಿಗೆ ಹೊರತುಪಡಿಸಿ ಎಲ್ಲಾ ಸಿಬ್ಬಂದಿ/ವಿದ್ಯಾರ್ಥಿಗಳು ಮೊಬೈಲ್ ತರುವುದು/ಉಪಯೋಗಿಸುವುದನ್ನು ನಿಷೇಧಿಸಲಾಗಿದೆ. ಜಿಲ್ಲೆಯಲ್ಲಿ ಪ್ರತ್ಯೇಕ ಪತ್ರಿಕೆಗಳ ಸೋರಿಕೆ ತಡೆಗಟ್ಟಲು ಪರೀಕ್ಷಾ ಕೇಂದ್ರಗಳ ಸುತ್ತ ಸೂಕ್ತ ಬಂದೋಬಸ್ತ್ ಏರ್ಪಡಿಸಲಾಗಿದೆ ಎಂದು ಅವರು ಸೂಚಿಸಿದ್ದಾರೆ. [778,1255,926,1369]
tank-quote-role: ಉಪವಿಭಾಧಿಕಾರಿ ಮಧುಗಿರಿ [578,306,656,316]
divider [22,480,694,481]
calendar-item: ಅಕ್ಟೋಬರ್ 2 ಗಾಂಧಿ ಜಯಂತಿ , ಅಂತರಾಷ್ಟ್ರೀಯ ಅಹಿಂಸಾ ದಿನ [703,117,884,128]
tank-column-2: ನೀರಿನ ಮಟ್ಟ 28 ಅಡಿ ನೀರು ಭರ್ತಿಯಾಗಿದ್ದು, ಈ ಕೆರೆ ಕೋಡಿ ಬಿದ್ದರೆ ಚಿಕ್ಕಾವಳ ಕೆರೆ ಸೇರಿ ನಂತರ ಜಯಮಂಗಲಿ ನದಿ ಮೂಲಕ ಆಂಧ್ರದ ಪರಗಿ ಕೆರೆ ಸೇರಿ ಅಲ್ಲಿಂದ ಸಮುದ್ರ ಸೇರಲಿದೆ. ಬೋಟಿಂಗ್ ವ್ಯವಸ್ಥೆ ಮಾಡಿ ಗೊರವನಹಳ್ಳಿ ಮಹಾಲಕ್ಷ್ಮೀ ದೇವಸ್ಥಾನಕ್ಕೆ ಪ್ರತಿನಿತ್ಯ ಸಾವಿರಾರು ಭಕ್ತರು ದೇವಸ್ಥಾನಕ್ಕೆ ಭೇಟಿ ನೀಡುತ್ತಾರೆ. ದೇವಸ್ಥಾನಕ್ಕೆ ಬರುವ ಭಕ್ತರು ತೀತಾ ಜಲಾಶಯಕ್ಕೆ ಭೇಟಿ ನೀಡುತ್ತಿದ್ದು, ಜಲಾಶಯದಲ್ಲಿ ಪ್ರವಾಸೋದ್ಯಮದಿಂದ ಬೋಟಿಂಗ್, ಪಾರ್ಕ್ ಹಾಗೂ ಮಕ್ಕಳಿಗಳು [222,303,372,417]
